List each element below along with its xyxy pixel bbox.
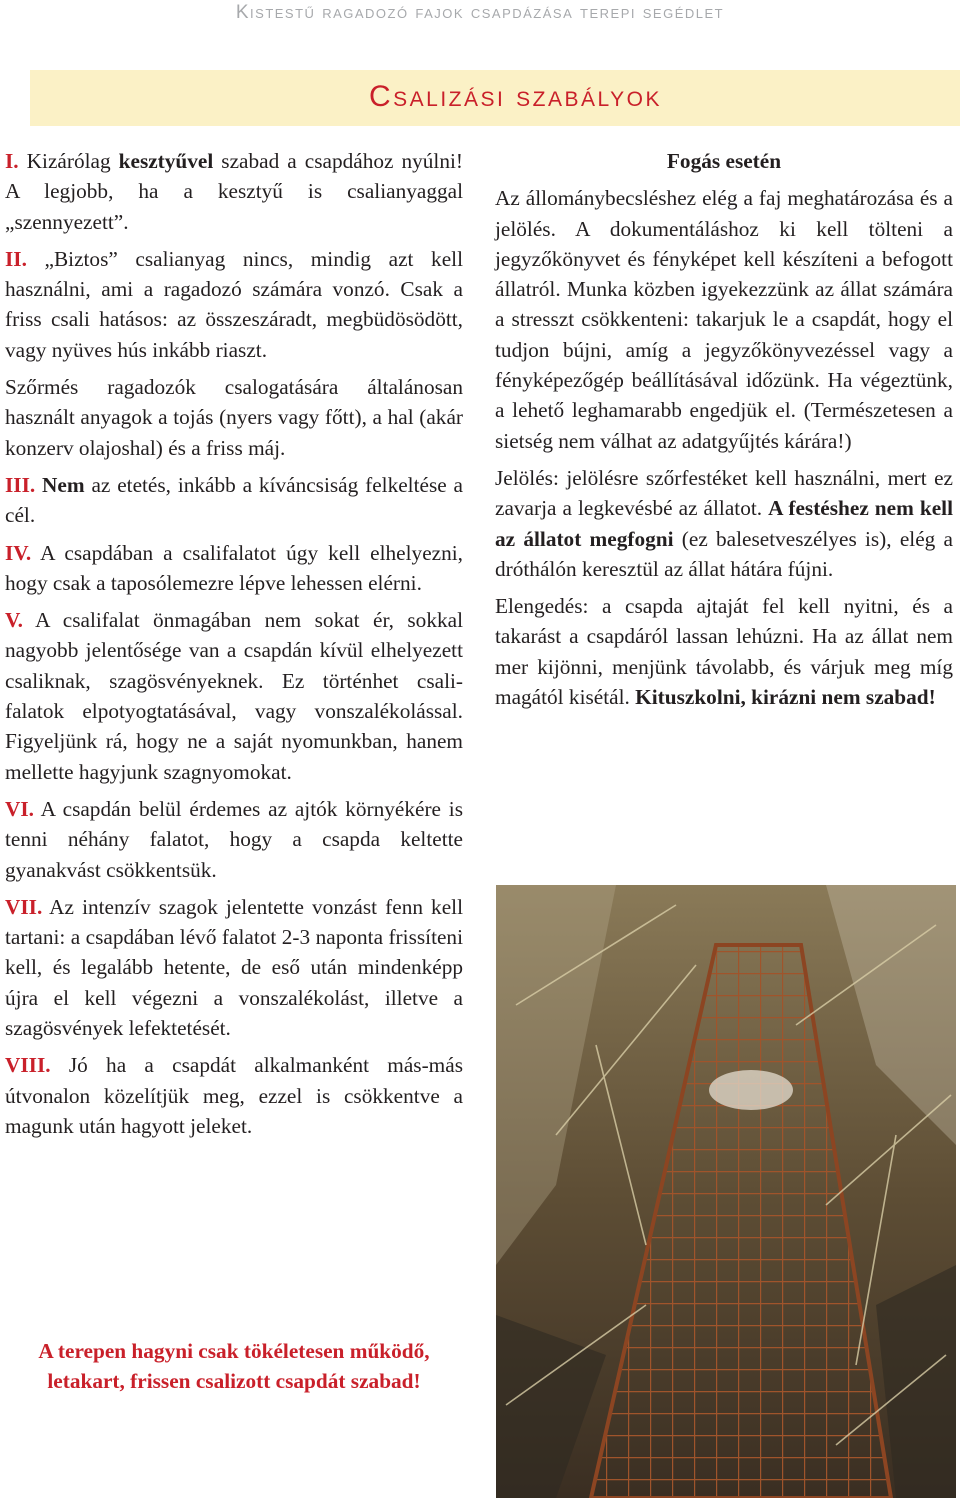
running-header: Kistestű ragadozó fajok csapdázása terepi segédlet bbox=[235, 2, 725, 23]
section-banner bbox=[30, 70, 960, 126]
rule-1: I. Kizárólag kesztyűvel szabad a csapdához nyúlni! A legjobb, ha a kesztyű is csalianyaggal „szennyezett”. bbox=[5, 149, 463, 234]
rule-6: VI. A csapdán belül érdemes az ajtók környékére is tenni néhány falatot, hogy a csapda keltette gyanakvást csökkentsük. bbox=[5, 796, 463, 882]
capture-paragraph-marking: Jelölés: jelölésre szőrfestéket kell használni, mert ez zavarja a legkevésbé az állatot. A festéshez nem kell az állatot megfogni (ez balesetveszélyes is), elég a dróthálón keresztül az állat hátára fújni. bbox=[495, 465, 953, 581]
rule-3: III. Nem az etetés, inkább a kíváncsiság felkeltése a cél. bbox=[5, 472, 463, 528]
capture-paragraph-release: Elengedés: a csapda ajtaját fel kell nyitni, és a takarást a csapdáról lassan lehúzni. Ha az állat nem mer kijönni, menjünk távolabb, és várjuk meg míg magától kisétál. Kituszkolni, kirázni nem szabad! bbox=[495, 594, 953, 710]
rule-8: VIII. Jó ha a csapdát alkalmanként más-más útvonalon közelítjük meg, ezzel is csökkentve a magunk után hagyott jeleket. bbox=[5, 1053, 463, 1138]
field-warning: A terepen hagyni csak tökéletesen működő, letakart, frissen csalizott csapdát szabad! bbox=[38, 1339, 430, 1393]
rule-5: V. A csalifalat önmagában nem sokat ér, sokkal nagyobb jelentősége van a csapdán kívül elhelyezett csaliknak, szagösvényeknek. Ez történhet csali-falatok elpotyogtatásával, vagy vonszalékolással. Figyeljünk rá, hogy ne a saját nyomunkban, hanem mellette hagyjunk szagnyomokat. bbox=[5, 608, 463, 784]
capture-heading: Fogás esetén bbox=[666, 149, 782, 173]
capture-column bbox=[495, 146, 953, 719]
rules-column bbox=[5, 146, 463, 1148]
rule-2: II. „Biztos” csalianyag nincs, mindig azt kell használni, ami a ragadozó számára vonzó. Csak a friss csali hatásos: az összeszáradt, megbüdösödött, vagy nyüves hús inkább riaszt. bbox=[5, 246, 463, 362]
trap-photo bbox=[496, 885, 956, 1498]
rule-2-bait-list: Szőrmés ragadozók csalogatására általánosan használt anyagok a tojás (nyers vagy főtt), a hal (akár konzerv olajoshal) és a friss máj. bbox=[5, 375, 463, 460]
capture-paragraph-1: Az állománybecsléshez elég a faj meghatározása és a jelölés. A dokumentáláshoz ki kell tölteni a jegyzőkönyvet és fényképet kell készíteni a befogott állatról. Munka közben igyekezzünk az állat számára a stresszt csökkenteni: takarjuk le a csapdát, hogy el tudjon bújni, amíg a jegyzőkönyvezéssel vagy a fényképezőgép beállításával időzünk. Ha végeztünk, a lehető leghamarabb engedjük el. (Természetesen a sietség nem válhat az adatgyűjtés kárára!) bbox=[495, 186, 953, 453]
section-title: Csalizási szabályok bbox=[368, 80, 662, 113]
rule-4: IV. A csapdában a csalifalatot úgy kell elhelyezni, hogy csak a taposólemezre lépve lehessen elérni. bbox=[5, 540, 463, 595]
rule-7: VII. Az intenzív szagok jelentette vonzást fenn kell tartani: a csapdában lévő falatot 2-3 naponta frissíteni kell, és legalább hetente, de eső után mindenképp újra el kell végezni a vonszalékolást, illetve a szagösvények lefektetését. bbox=[5, 894, 463, 1041]
